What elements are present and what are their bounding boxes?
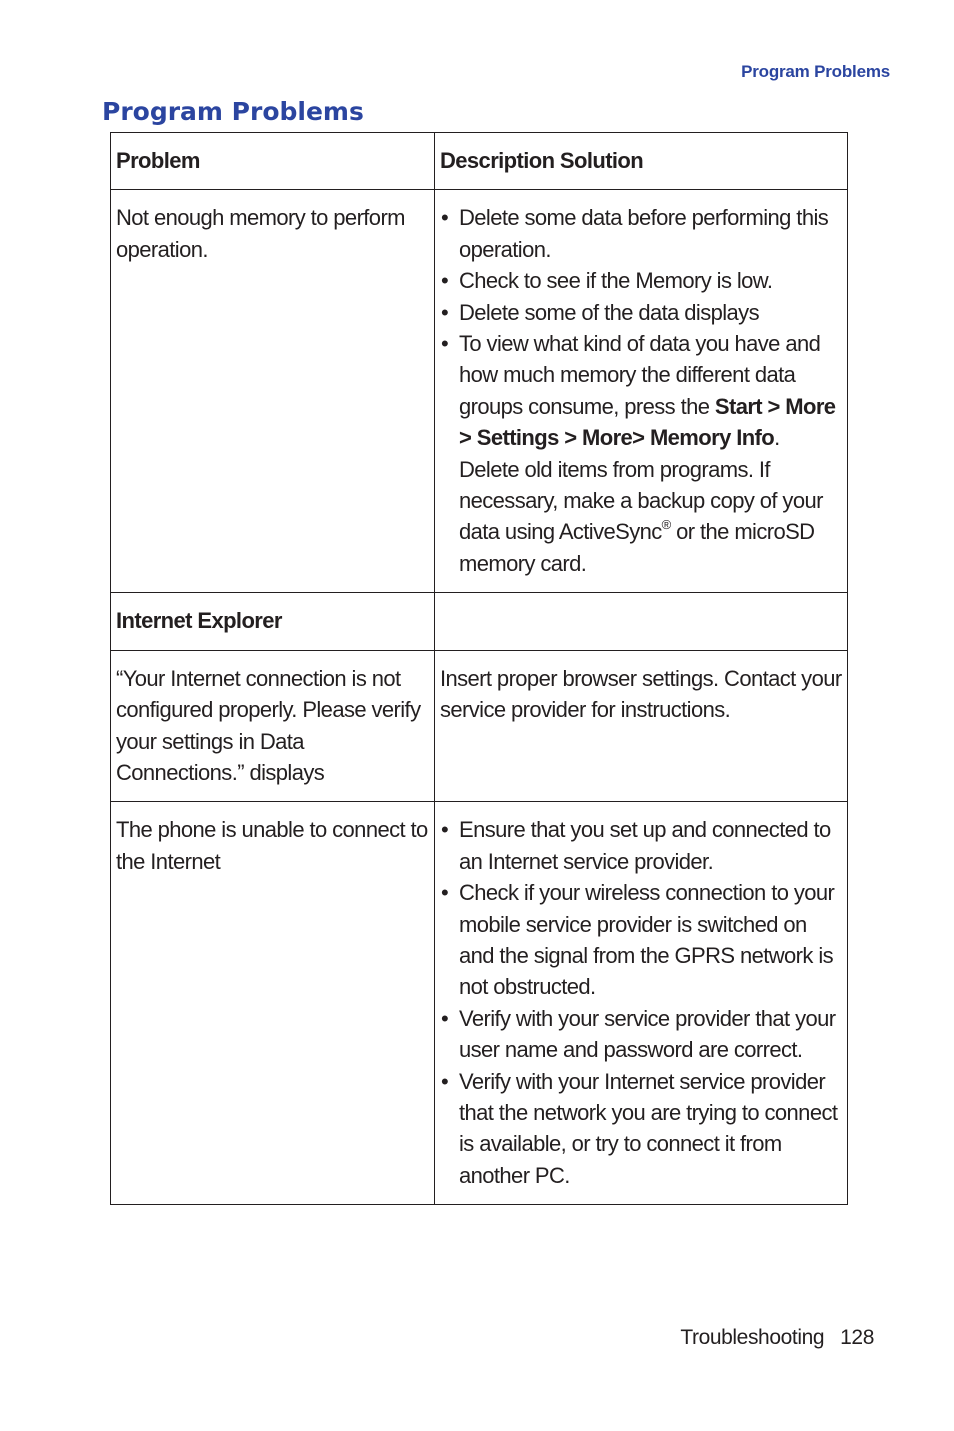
list-item-text: or the microSD memory card. bbox=[459, 519, 815, 576]
list-item-text: Delete some data before performing this operation. bbox=[459, 205, 829, 262]
bullet-icon: • bbox=[441, 880, 449, 906]
solution-cell bbox=[435, 190, 848, 593]
solution-list bbox=[440, 814, 843, 1191]
header-problem: Problem bbox=[111, 133, 435, 190]
list-item bbox=[440, 265, 843, 296]
menu-path: Start > More > Settings > More> Memory Info bbox=[459, 393, 836, 451]
bullet-icon: • bbox=[441, 268, 449, 294]
page-number: 128 bbox=[840, 1326, 874, 1349]
list-item-text: . Delete old items from programs. If necessary, make a backup copy of your data using ActiveSync bbox=[459, 425, 823, 545]
table-row bbox=[111, 190, 848, 593]
problem-text: “Your Internet connection is not configured properly. Please verify your settings in Data Connections.” displays bbox=[116, 665, 421, 785]
header-solution: Description Solution bbox=[435, 133, 848, 190]
solution-cell bbox=[435, 650, 848, 802]
list-item bbox=[440, 1066, 843, 1192]
problems-table bbox=[110, 132, 848, 1205]
problem-text: The phone is unable to connect to the Internet bbox=[116, 817, 428, 874]
section-row bbox=[111, 593, 848, 650]
bullet-icon: • bbox=[441, 817, 449, 843]
list-item-text: Check to see if the Memory is low. bbox=[459, 268, 773, 294]
table-row bbox=[111, 650, 848, 802]
list-item-text: Delete some of the data displays bbox=[459, 299, 759, 325]
page-footer bbox=[680, 1326, 874, 1350]
list-item bbox=[440, 814, 843, 877]
problem-cell bbox=[111, 190, 435, 593]
list-item-text: Check if your wireless connection to your mobile service provider is switched on and the signal from the GPRS network is not obstructed. bbox=[459, 880, 835, 1000]
solution-cell bbox=[435, 802, 848, 1205]
list-item bbox=[440, 297, 843, 328]
running-head: Program Problems bbox=[741, 62, 890, 81]
section-empty-cell bbox=[435, 593, 848, 650]
list-item bbox=[440, 202, 843, 265]
table-row bbox=[111, 802, 848, 1205]
solution-text: Insert proper browser settings. Contact your service provider for instructions. bbox=[440, 665, 842, 723]
registered-mark: ® bbox=[661, 517, 671, 533]
problem-text: Not enough memory to perform operation. bbox=[116, 205, 405, 262]
list-item bbox=[440, 328, 843, 579]
table-header-row bbox=[111, 133, 848, 190]
list-item-text: To view what kind of data you have and how much memory the different data groups consume, press the bbox=[459, 331, 821, 419]
list-item-text: Verify with your Internet service provider that the network you are trying to connect is available, or try to connect it from another PC. bbox=[459, 1068, 838, 1188]
footer-chapter: Troubleshooting bbox=[680, 1326, 825, 1349]
bullet-icon: • bbox=[441, 1005, 449, 1031]
list-item-text: Ensure that you set up and connected to an Internet service provider. bbox=[459, 817, 831, 874]
list-item bbox=[440, 877, 843, 1003]
list-item-text: Verify with your service provider that your user name and password are correct. bbox=[459, 1005, 836, 1063]
solution-list bbox=[440, 202, 843, 579]
problem-cell bbox=[111, 650, 435, 802]
bullet-icon: • bbox=[441, 331, 449, 357]
section-label: Internet Explorer bbox=[111, 593, 435, 650]
problem-cell bbox=[111, 802, 435, 1205]
bullet-icon: • bbox=[441, 299, 449, 325]
section-title: Program Problems bbox=[102, 97, 364, 126]
list-item bbox=[440, 1003, 843, 1066]
bullet-icon: • bbox=[441, 205, 449, 231]
bullet-icon: • bbox=[441, 1068, 449, 1094]
